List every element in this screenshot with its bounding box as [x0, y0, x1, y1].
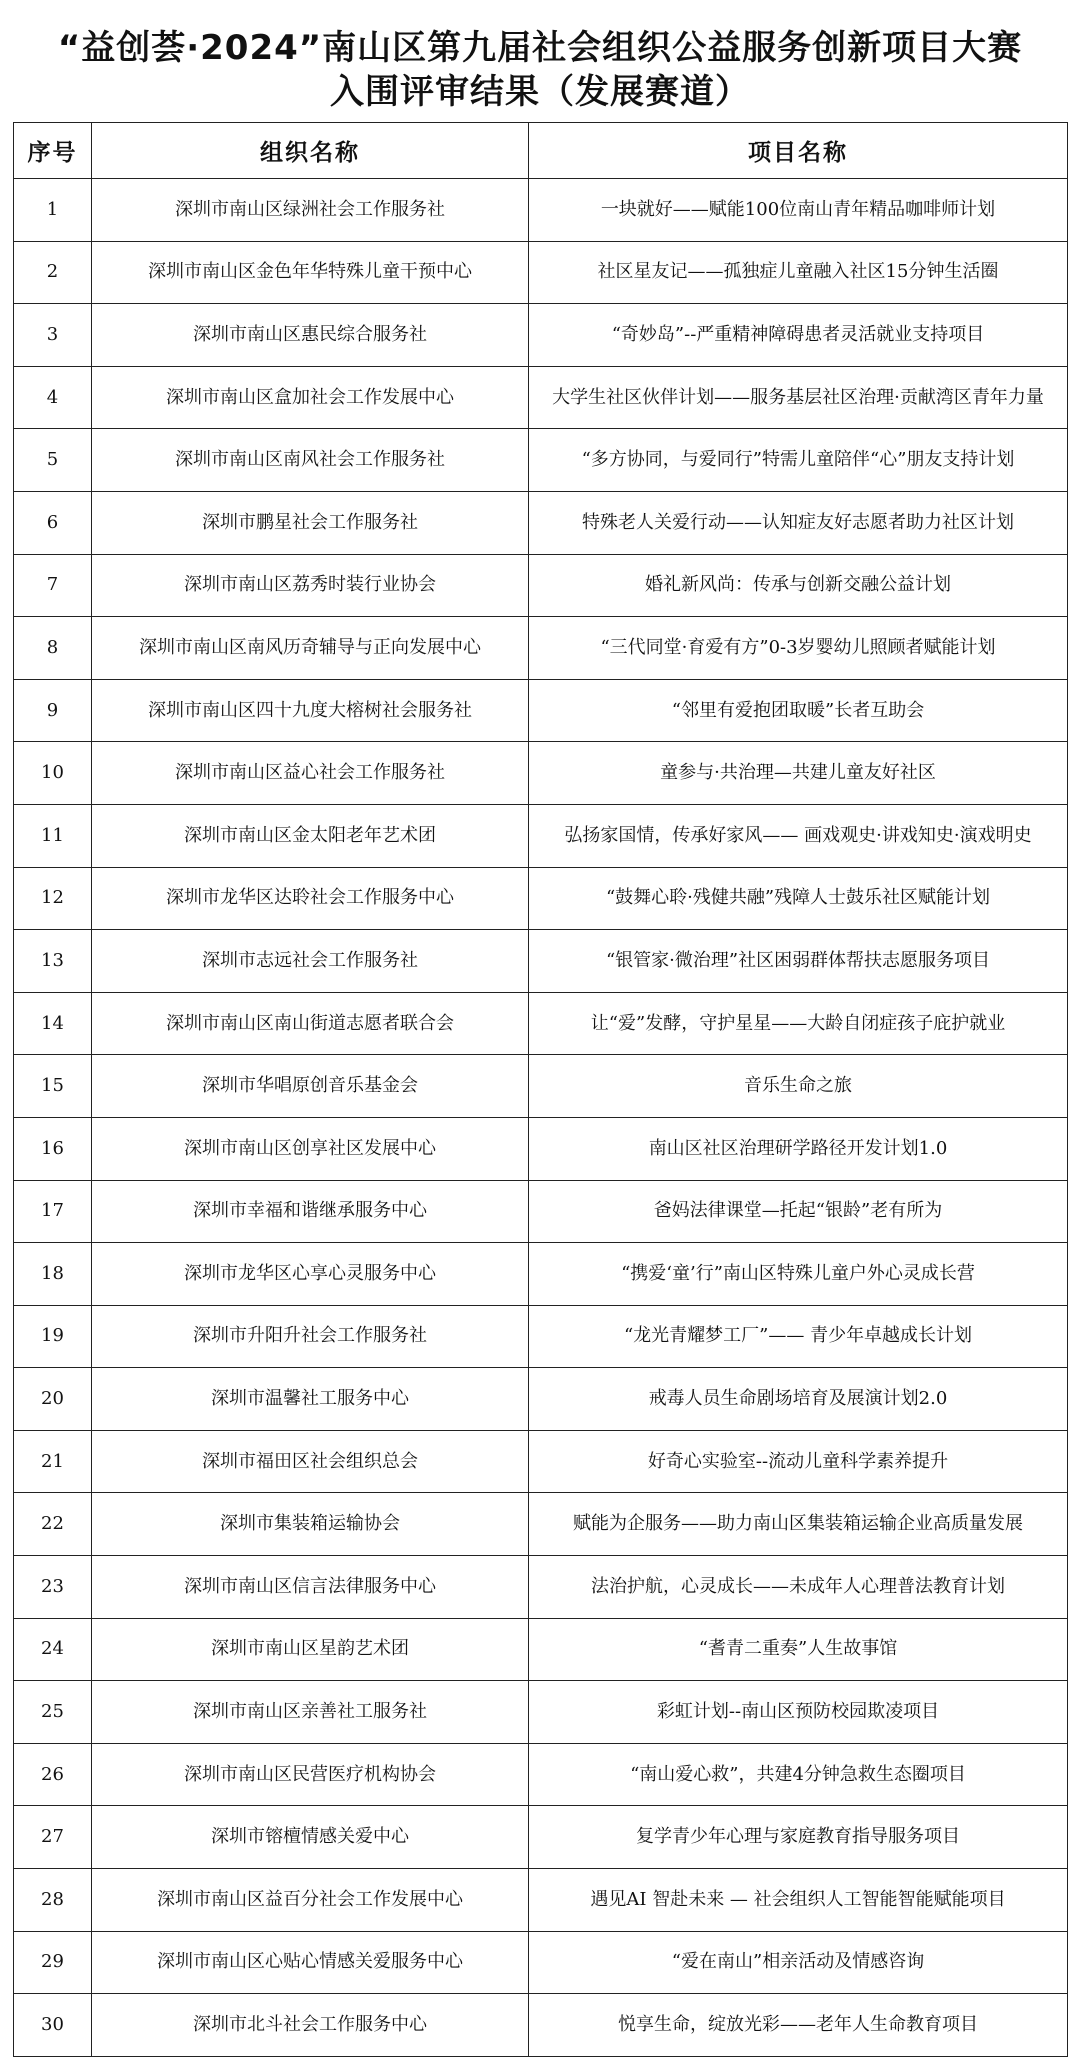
- cell-serial-number: 25: [14, 1681, 92, 1744]
- table-row: [14, 867, 1068, 930]
- table-row: [14, 679, 1068, 742]
- cell-organization-name: 深圳市南山区四十九度大榕树社会服务社: [92, 679, 529, 742]
- cell-project-name: 彩虹计划--南山区预防校园欺凌项目: [529, 1681, 1068, 1744]
- cell-serial-number: 8: [14, 617, 92, 680]
- cell-organization-name: 深圳市南山区绿洲社会工作服务社: [92, 179, 529, 242]
- cell-organization-name: 深圳市南山区金色年华特殊儿童干预中心: [92, 241, 529, 304]
- cell-serial-number: 7: [14, 554, 92, 617]
- cell-project-name: 童参与·共治理—共建儿童友好社区: [529, 742, 1068, 805]
- table-row: [14, 1055, 1068, 1118]
- cell-serial-number: 14: [14, 992, 92, 1055]
- cell-organization-name: 深圳市南山区创享社区发展中心: [92, 1117, 529, 1180]
- cell-serial-number: 27: [14, 1806, 92, 1869]
- cell-organization-name: 深圳市南山区盒加社会工作发展中心: [92, 366, 529, 429]
- cell-serial-number: 29: [14, 1931, 92, 1994]
- table-row: [14, 241, 1068, 304]
- cell-serial-number: 17: [14, 1180, 92, 1243]
- cell-project-name: “邻里有爱抱团取暖”长者互助会: [529, 679, 1068, 742]
- results-table: [13, 122, 1068, 2057]
- cell-serial-number: 11: [14, 804, 92, 867]
- cell-serial-number: 15: [14, 1055, 92, 1118]
- cell-project-name: 戒毒人员生命剧场培育及展演计划2.0: [529, 1368, 1068, 1431]
- table-row: [14, 617, 1068, 680]
- cell-organization-name: 深圳市鹏星社会工作服务社: [92, 491, 529, 554]
- cell-project-name: 悦享生命，绽放光彩——老年人生命教育项目: [529, 1994, 1068, 2057]
- cell-serial-number: 24: [14, 1618, 92, 1681]
- table-row: [14, 992, 1068, 1055]
- cell-organization-name: 深圳市南山区南风社会工作服务社: [92, 429, 529, 492]
- table-row: [14, 304, 1068, 367]
- cell-project-name: “南山爱心救”，共建4分钟急救生态圈项目: [529, 1743, 1068, 1806]
- table-row: [14, 1556, 1068, 1619]
- header-serial-number: 序号: [14, 123, 92, 179]
- cell-organization-name: 深圳市集装箱运输协会: [92, 1493, 529, 1556]
- cell-serial-number: 26: [14, 1743, 92, 1806]
- cell-project-name: 让“爱”发酵，守护星星——大龄自闭症孩子庇护就业: [529, 992, 1068, 1055]
- cell-organization-name: 深圳市南山区民营医疗机构协会: [92, 1743, 529, 1806]
- table-row: [14, 491, 1068, 554]
- cell-project-name: 赋能为企服务——助力南山区集装箱运输企业高质量发展: [529, 1493, 1068, 1556]
- cell-organization-name: 深圳市华唱原创音乐基金会: [92, 1055, 529, 1118]
- cell-project-name: 法治护航，心灵成长——未成年人心理普法教育计划: [529, 1556, 1068, 1619]
- cell-serial-number: 21: [14, 1430, 92, 1493]
- cell-project-name: “多方协同，与爱同行”特需儿童陪伴“心”朋友支持计划: [529, 429, 1068, 492]
- cell-project-name: “爱在南山”相亲活动及情感咨询: [529, 1931, 1068, 1994]
- table-row: [14, 742, 1068, 805]
- cell-project-name: “携爱‘童’行”南山区特殊儿童户外心灵成长营: [529, 1243, 1068, 1306]
- cell-project-name: 爸妈法律课堂—托起“银龄”老有所为: [529, 1180, 1068, 1243]
- table-header-row: [14, 123, 1068, 179]
- cell-organization-name: 深圳市南山区亲善社工服务社: [92, 1681, 529, 1744]
- cell-project-name: 好奇心实验室--流动儿童科学素养提升: [529, 1430, 1068, 1493]
- cell-serial-number: 23: [14, 1556, 92, 1619]
- cell-organization-name: 深圳市南山区信言法律服务中心: [92, 1556, 529, 1619]
- cell-project-name: 社区星友记——孤独症儿童融入社区15分钟生活圈: [529, 241, 1068, 304]
- table-row: [14, 1618, 1068, 1681]
- cell-project-name: 弘扬家国情，传承好家风—— 画戏观史·讲戏知史·演戏明史: [529, 804, 1068, 867]
- cell-organization-name: 深圳市龙华区达聆社会工作服务中心: [92, 867, 529, 930]
- table-row: [14, 554, 1068, 617]
- cell-project-name: 遇见AI 智赴未来 — 社会组织人工智能智能赋能项目: [529, 1869, 1068, 1932]
- cell-serial-number: 28: [14, 1869, 92, 1932]
- cell-project-name: “三代同堂·育爱有方”0-3岁婴幼儿照顾者赋能计划: [529, 617, 1068, 680]
- header-project-name: 项目名称: [529, 123, 1068, 179]
- cell-project-name: 大学生社区伙伴计划——服务基层社区治理·贡献湾区青年力量: [529, 366, 1068, 429]
- title-line-1: “益创荟·2024”南山区第九届社会组织公益服务创新项目大赛: [57, 28, 1023, 68]
- table-row: [14, 1305, 1068, 1368]
- cell-project-name: 音乐生命之旅: [529, 1055, 1068, 1118]
- table-row: [14, 1117, 1068, 1180]
- cell-organization-name: 深圳市龙华区心享心灵服务中心: [92, 1243, 529, 1306]
- cell-organization-name: 深圳市镕檀情感关爱中心: [92, 1806, 529, 1869]
- cell-project-name: 特殊老人关爱行动——认知症友好志愿者助力社区计划: [529, 491, 1068, 554]
- cell-project-name: “鼓舞心聆·残健共融”残障人士鼓乐社区赋能计划: [529, 867, 1068, 930]
- cell-project-name: “耆青二重奏”人生故事馆: [529, 1618, 1068, 1681]
- document-title: [13, 22, 1067, 122]
- cell-serial-number: 9: [14, 679, 92, 742]
- cell-organization-name: 深圳市南山区益百分社会工作发展中心: [92, 1869, 529, 1932]
- cell-organization-name: 深圳市南山区心贴心情感关爱服务中心: [92, 1931, 529, 1994]
- table-row: [14, 1743, 1068, 1806]
- cell-project-name: “银管家·微治理”社区困弱群体帮扶志愿服务项目: [529, 930, 1068, 993]
- table-row: [14, 804, 1068, 867]
- cell-organization-name: 深圳市幸福和谐继承服务中心: [92, 1180, 529, 1243]
- table-row: [14, 1493, 1068, 1556]
- table-row: [14, 1931, 1068, 1994]
- cell-organization-name: 深圳市南山区金太阳老年艺术团: [92, 804, 529, 867]
- cell-project-name: 一块就好——赋能100位南山青年精品咖啡师计划: [529, 179, 1068, 242]
- table-row: [14, 429, 1068, 492]
- cell-organization-name: 深圳市南山区惠民综合服务社: [92, 304, 529, 367]
- cell-organization-name: 深圳市南山区荔秀时装行业协会: [92, 554, 529, 617]
- cell-organization-name: 深圳市升阳升社会工作服务社: [92, 1305, 529, 1368]
- cell-serial-number: 13: [14, 930, 92, 993]
- table-row: [14, 1869, 1068, 1932]
- cell-organization-name: 深圳市南山区益心社会工作服务社: [92, 742, 529, 805]
- cell-serial-number: 5: [14, 429, 92, 492]
- cell-serial-number: 19: [14, 1305, 92, 1368]
- cell-serial-number: 18: [14, 1243, 92, 1306]
- cell-serial-number: 10: [14, 742, 92, 805]
- cell-serial-number: 20: [14, 1368, 92, 1431]
- cell-serial-number: 3: [14, 304, 92, 367]
- cell-serial-number: 2: [14, 241, 92, 304]
- cell-serial-number: 6: [14, 491, 92, 554]
- cell-serial-number: 22: [14, 1493, 92, 1556]
- table-row: [14, 179, 1068, 242]
- table-row: [14, 1368, 1068, 1431]
- cell-project-name: 南山区社区治理研学路径开发计划1.0: [529, 1117, 1068, 1180]
- title-line-2: 入围评审结果（发展赛道）: [330, 72, 750, 112]
- cell-serial-number: 1: [14, 179, 92, 242]
- cell-project-name: 婚礼新风尚：传承与创新交融公益计划: [529, 554, 1068, 617]
- cell-organization-name: 深圳市福田区社会组织总会: [92, 1430, 529, 1493]
- table-row: [14, 1681, 1068, 1744]
- cell-organization-name: 深圳市志远社会工作服务社: [92, 930, 529, 993]
- cell-organization-name: 深圳市南山区星韵艺术团: [92, 1618, 529, 1681]
- cell-serial-number: 12: [14, 867, 92, 930]
- cell-project-name: “奇妙岛”--严重精神障碍患者灵活就业支持项目: [529, 304, 1068, 367]
- cell-organization-name: 深圳市温馨社工服务中心: [92, 1368, 529, 1431]
- table-row: [14, 1180, 1068, 1243]
- cell-project-name: 复学青少年心理与家庭教育指导服务项目: [529, 1806, 1068, 1869]
- table-body: [14, 179, 1068, 2057]
- table-row: [14, 1994, 1068, 2057]
- table-row: [14, 366, 1068, 429]
- cell-organization-name: 深圳市北斗社会工作服务中心: [92, 1994, 529, 2057]
- header-organization-name: 组织名称: [92, 123, 529, 179]
- cell-serial-number: 16: [14, 1117, 92, 1180]
- cell-serial-number: 4: [14, 366, 92, 429]
- cell-organization-name: 深圳市南山区南风历奇辅导与正向发展中心: [92, 617, 529, 680]
- table-row: [14, 1243, 1068, 1306]
- table-row: [14, 930, 1068, 993]
- cell-serial-number: 30: [14, 1994, 92, 2057]
- cell-project-name: “龙光青耀梦工厂”—— 青少年卓越成长计划: [529, 1305, 1068, 1368]
- cell-organization-name: 深圳市南山区南山街道志愿者联合会: [92, 992, 529, 1055]
- table-row: [14, 1806, 1068, 1869]
- table-row: [14, 1430, 1068, 1493]
